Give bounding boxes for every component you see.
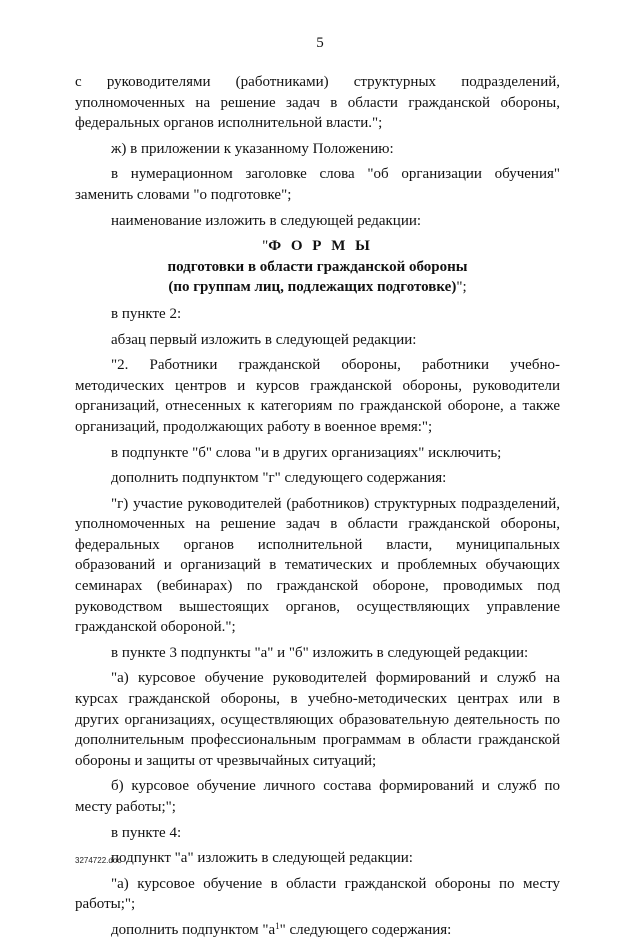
paragraph: в нумерационном заголовке слова "об организации обучения" заменить словами "о подготовке"; [75, 166, 560, 203]
file-name-footer: 3274722.doc [75, 856, 122, 865]
paragraph: в пункте 4: [111, 824, 182, 841]
page-number: 5 [316, 35, 324, 51]
heading-subtitle: подготовки в области гражданской обороны [167, 258, 468, 275]
paragraph: с руководителями (работниками) структурных подразделений, уполномоченных на решение задач в области гражданской обороны, федеральных органов исполнительной власти."; [75, 74, 560, 132]
paragraph: б) курсовое обучение личного состава формирований и служб по месту работы;"; [75, 778, 560, 815]
heading-title-text: Ф О Р М Ы [268, 238, 373, 255]
heading-subtitle-2-text: (по группам лиц, подлежащих подготовке) [168, 279, 457, 296]
heading-open-quote: " [262, 238, 269, 255]
superscript: 1 [275, 920, 280, 931]
paragraph [75, 920, 560, 941]
paragraph-text: " следующего содержания: [279, 921, 452, 938]
paragraph: "г) участие руководителей (работников) структурных подразделений, уполномоченных на решение задач в области гражданской обороны, федеральных органов исполнительной власти, муниципальных образований и организаций в тематических и проблемных обучающих семинарах (вебинарах) по гражданской обороне, проводимых под руководством вышестоящих органов, осуществляющих управление гражданской обороной."; [75, 495, 560, 636]
heading-title [75, 236, 560, 257]
paragraph: наименование изложить в следующей редакции: [111, 212, 422, 229]
paragraph: абзац первый изложить в следующей редакции: [111, 331, 417, 348]
paragraph: "2. Работники гражданской обороны, работники учебно-методических центров и курсов гражданской обороны, руководители организаций, отнесенных к категориям по гражданской обороне, а также организаций, продолжающих работу в военное время:"; [75, 357, 560, 435]
paragraph: "а) курсовое обучение руководителей формирований и служб на курсах гражданской обороны, в учебно-методических центрах или в других организациях, осуществляющих образовательную деятельность по дополнительным профессиональным программам в области гражданской обороны и защиты от чрезвычайных ситуаций; [75, 670, 560, 769]
document-body [75, 72, 560, 946]
paragraph: подпункт "а" изложить в следующей редакции: [111, 850, 413, 867]
paragraph-text: дополнить подпунктом "а [111, 921, 276, 938]
paragraph: ж) в приложении к указанному Положению: [111, 140, 394, 157]
paragraph: в пункте 2: [111, 305, 182, 322]
paragraph: "а) курсовое обучение в области гражданской обороны по месту работы;"; [75, 875, 560, 913]
heading-close-quote: "; [456, 279, 467, 296]
paragraph: в подпункте "б" слова "и в других организациях" исключить; [111, 444, 502, 461]
paragraph: дополнить подпунктом "г" следующего содержания: [111, 470, 447, 487]
paragraph: в пункте 3 подпункты "а" и "б" изложить в следующей редакции: [111, 644, 529, 661]
heading-subtitle-2 [75, 277, 560, 298]
